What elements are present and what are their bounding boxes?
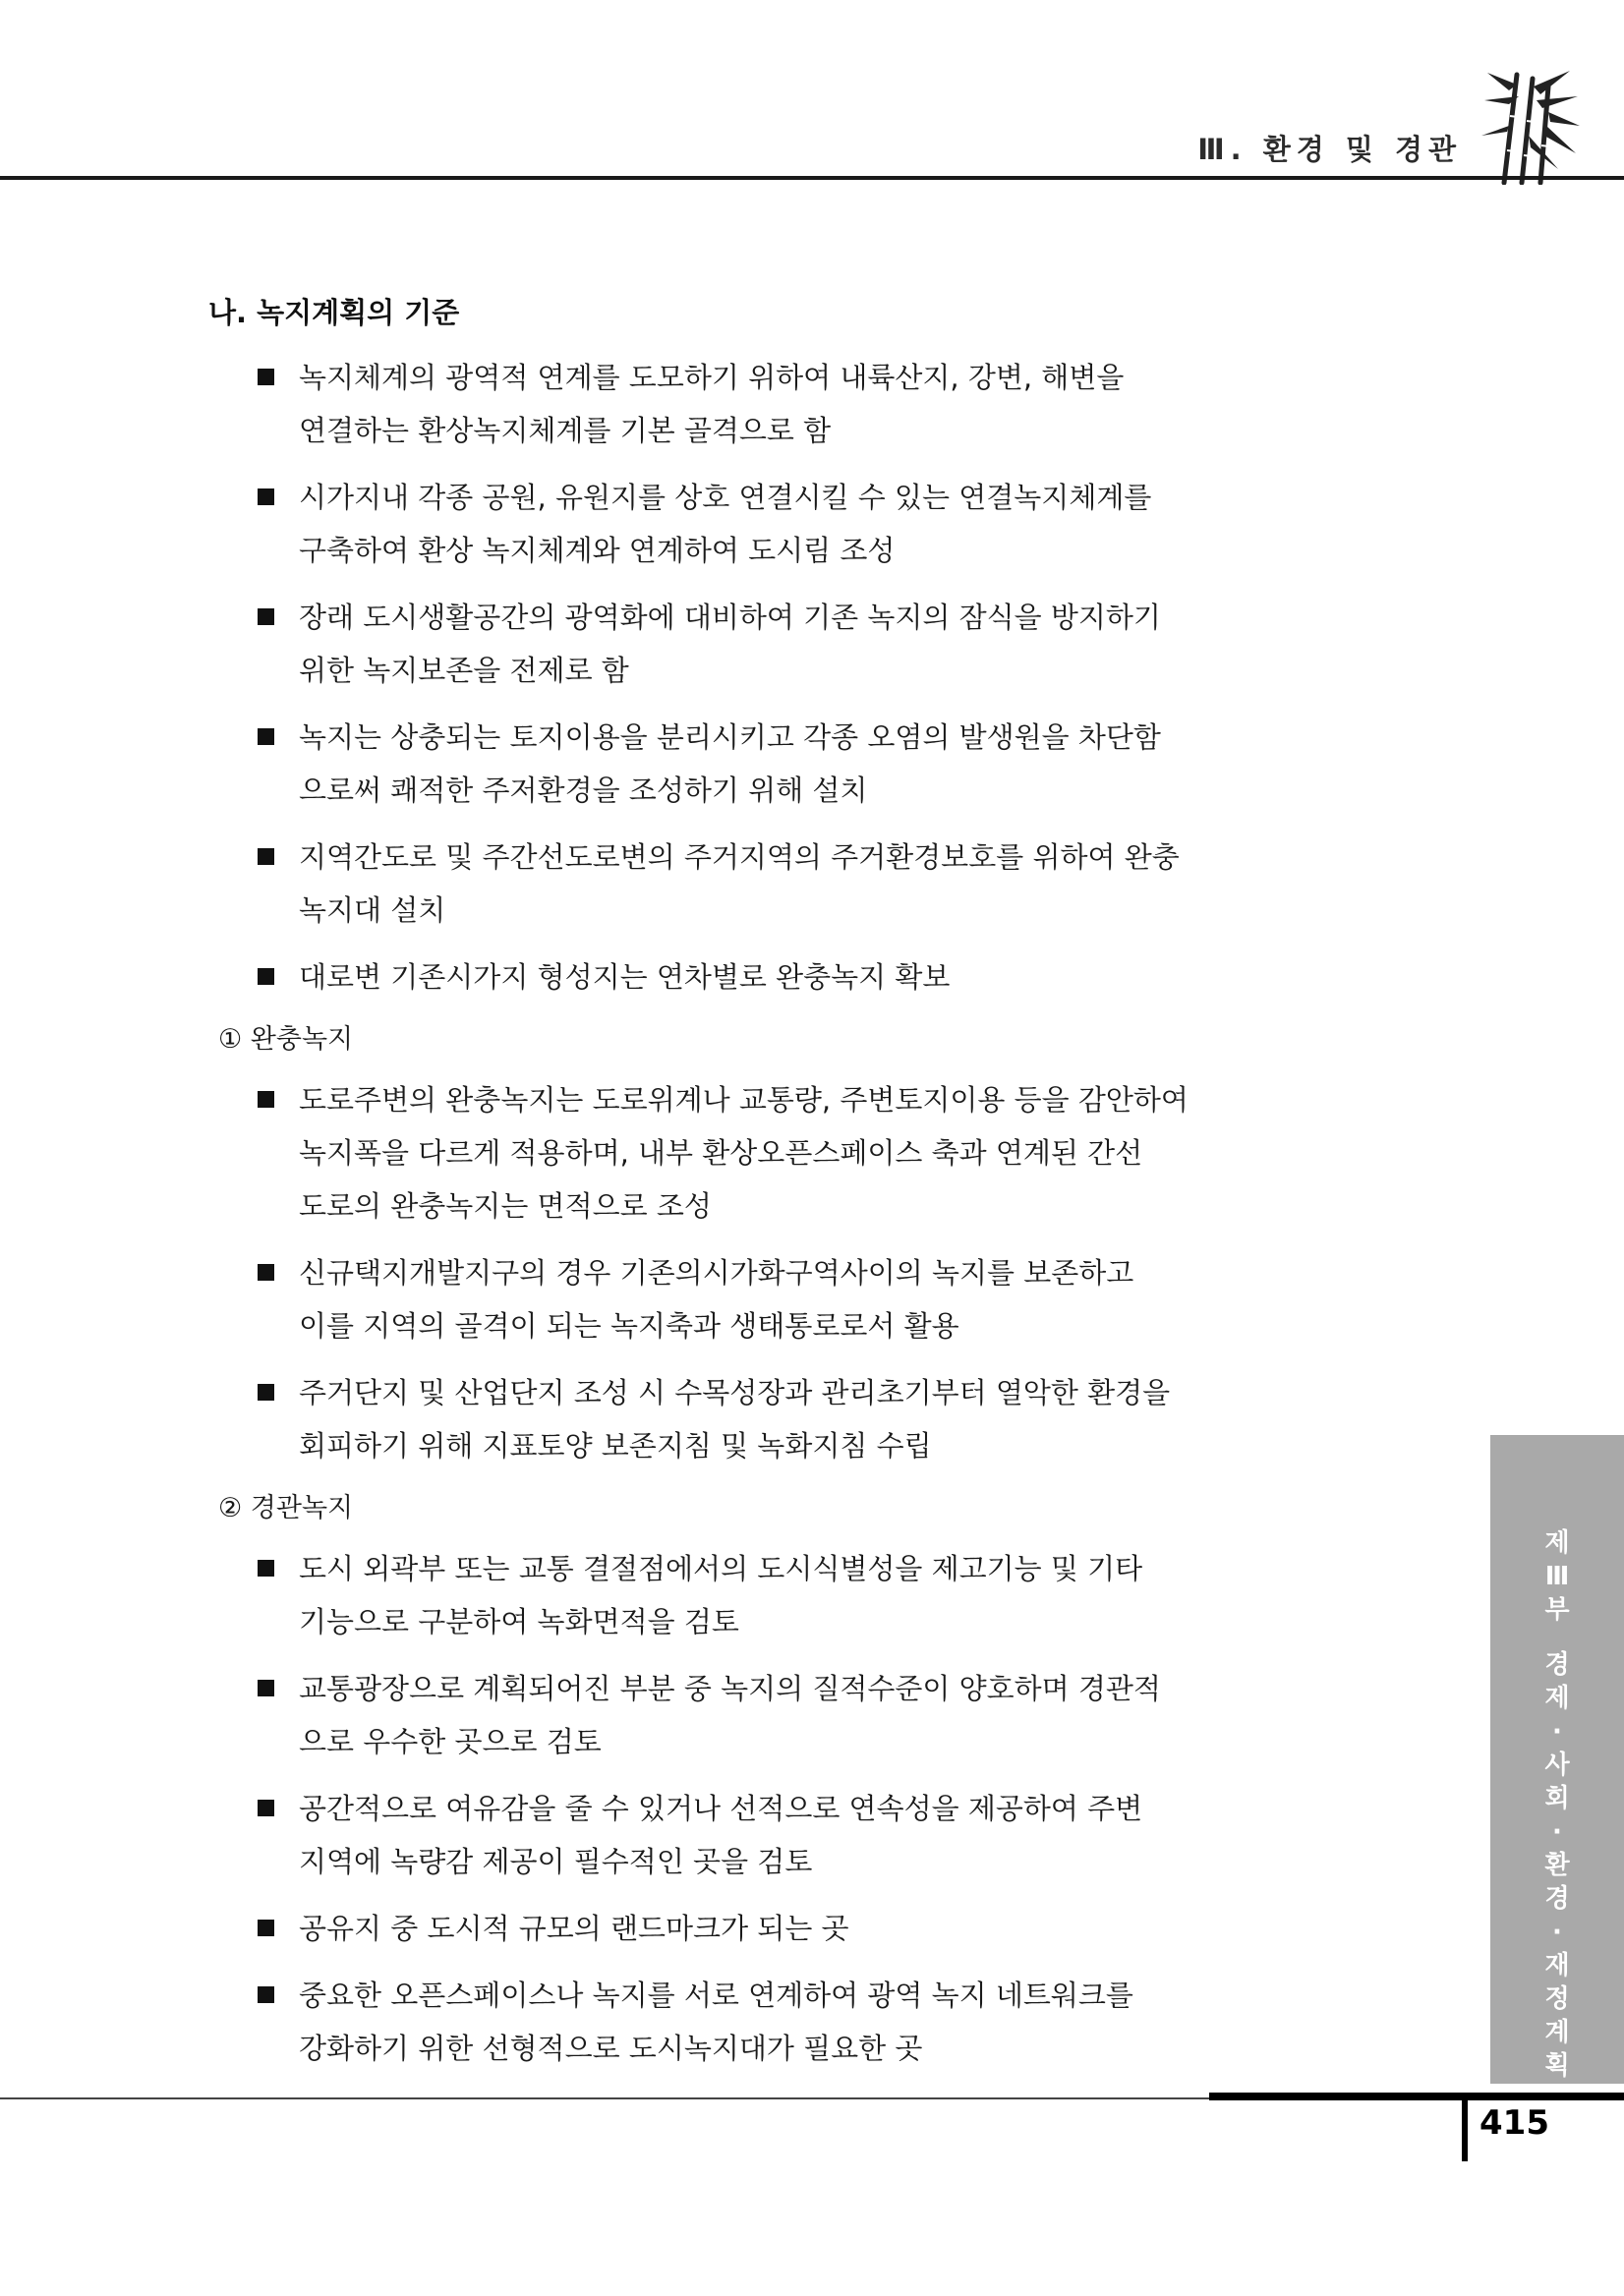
bullet-square-icon bbox=[258, 1091, 274, 1108]
bullet-square-icon bbox=[258, 1680, 274, 1696]
bullet-item bbox=[208, 591, 1191, 697]
bullet-line: 도로의 완충녹지는 면적으로 조성 bbox=[299, 1189, 712, 1223]
bullet-square-icon bbox=[258, 728, 274, 745]
bullet-line: 으로써 쾌적한 주저환경을 조성하기 위해 설치 bbox=[299, 774, 868, 807]
bamboo-icon bbox=[1479, 67, 1583, 185]
bullet-line: 녹지폭을 다르게 적용하며, 내부 환상오픈스페이스 축과 연계된 간선 bbox=[299, 1136, 1143, 1170]
bullet-line: 회피하기 위해 지표토양 보존지침 및 녹화지침 수립 bbox=[299, 1429, 932, 1463]
bullet-line: 으로 우수한 곳으로 검토 bbox=[299, 1725, 602, 1758]
buffer-bullets bbox=[208, 1073, 1191, 1472]
bullet-item bbox=[208, 351, 1191, 457]
side-tab-char: 재 bbox=[1544, 1951, 1570, 1980]
bullet-line: 기능으로 구분하여 녹화면적을 검토 bbox=[299, 1605, 739, 1638]
chapter-side-tab bbox=[1490, 1435, 1624, 2084]
bullet-line: 대로변 기존시가지 형성지는 연차별로 완충녹지 확보 bbox=[299, 960, 951, 994]
bullet-square-icon bbox=[258, 1920, 274, 1936]
bullet-line: 공간적으로 여유감을 줄 수 있거나 선적으로 연속성을 제공하여 주변 bbox=[299, 1792, 1143, 1825]
bullet-line: 장래 도시생활공간의 광역화에 대비하여 기존 녹지의 잠식을 방지하기 bbox=[299, 601, 1161, 634]
bullet-item bbox=[208, 471, 1191, 577]
bullet-line: 교통광장으로 계획되어진 부분 중 녹지의 질적수준이 양호하며 경관적 bbox=[299, 1672, 1161, 1705]
side-tab-char: 제 bbox=[1544, 1684, 1570, 1713]
subsection-heading-buffer: ① 완충녹지 bbox=[218, 1024, 354, 1055]
header-rule bbox=[0, 176, 1624, 180]
side-tab-char: 부 bbox=[1544, 1595, 1570, 1625]
bullet-item bbox=[208, 1073, 1191, 1233]
bullet-line: 도로주변의 완충녹지는 도로위계나 교통량, 주변토지이용 등을 감안하여 bbox=[299, 1083, 1189, 1117]
bullet-square-icon bbox=[258, 1264, 274, 1281]
side-tab-char: 정 bbox=[1544, 1984, 1570, 2014]
bullet-line: 이를 지역의 골격이 되는 녹지축과 생태통로로서 활용 bbox=[299, 1309, 959, 1343]
bullet-line: 신규택지개발지구의 경우 기존의시가화구역사이의 녹지를 보존하고 bbox=[299, 1256, 1134, 1290]
bullet-item bbox=[208, 950, 1191, 1004]
bullet-item bbox=[208, 1969, 1191, 2075]
side-tab-char: 사 bbox=[1544, 1751, 1570, 1780]
bullet-item bbox=[208, 831, 1191, 937]
bullet-square-icon bbox=[258, 1560, 274, 1577]
landscape-bullets bbox=[208, 1542, 1191, 2075]
bullet-item bbox=[208, 1662, 1191, 1768]
side-tab-char: 계 bbox=[1544, 2018, 1570, 2047]
bullet-item bbox=[208, 711, 1191, 817]
bullet-line: 연결하는 환상녹지체계를 기본 골격으로 함 bbox=[299, 414, 832, 447]
bullet-square-icon bbox=[258, 608, 274, 625]
page-number-bar bbox=[1462, 2100, 1468, 2161]
side-tab-char: 획 bbox=[1544, 2051, 1570, 2081]
bullet-square-icon bbox=[258, 848, 274, 865]
bullet-line: 시가지내 각종 공원, 유원지를 상호 연결시킬 수 있는 연결녹지체계를 bbox=[299, 481, 1152, 514]
side-tab-char: 제 bbox=[1544, 1528, 1570, 1558]
bullet-square-icon bbox=[258, 1800, 274, 1816]
bullet-line: 지역에 녹량감 제공이 필수적인 곳을 검토 bbox=[299, 1845, 813, 1878]
bullet-line: 주거단지 및 산업단지 조성 시 수목성장과 관리초기부터 열악한 환경을 bbox=[299, 1376, 1171, 1409]
bullet-square-icon bbox=[258, 1384, 274, 1401]
side-tab-char: 환 bbox=[1544, 1851, 1570, 1880]
bullet-line: 위한 녹지보존을 전제로 함 bbox=[299, 654, 629, 687]
section-bullets bbox=[208, 351, 1191, 1004]
bullet-item bbox=[208, 1366, 1191, 1472]
side-tab-char: · bbox=[1552, 1717, 1562, 1747]
side-tab-char: 경 bbox=[1544, 1884, 1570, 1914]
side-tab-char: · bbox=[1552, 1918, 1562, 1947]
footer-rule bbox=[0, 2097, 1209, 2099]
bullet-square-icon bbox=[258, 1986, 274, 2003]
bullet-square-icon bbox=[258, 488, 274, 505]
page-content bbox=[208, 291, 1191, 2089]
bullet-item bbox=[208, 1542, 1191, 1648]
bullet-line: 녹지는 상충되는 토지이용을 분리시키고 각종 오염의 발생원을 차단함 bbox=[299, 720, 1161, 754]
bullet-line: 녹지체계의 광역적 연계를 도모하기 위하여 내륙산지, 강변, 해변을 bbox=[299, 361, 1125, 394]
bullet-line: 공유지 중 도시적 규모의 랜드마크가 되는 곳 bbox=[299, 1912, 849, 1945]
side-tab-char: · bbox=[1552, 1817, 1562, 1847]
page-number: 415 bbox=[1479, 2103, 1549, 2143]
side-tab-char: 경 bbox=[1544, 1650, 1570, 1680]
bullet-line: 지역간도로 및 주간선도로변의 주거지역의 주거환경보호를 위하여 완충 bbox=[299, 840, 1180, 874]
bullet-item bbox=[208, 1782, 1191, 1888]
bullet-line: 강화하기 위한 선형적으로 도시녹지대가 필요한 곳 bbox=[299, 2032, 923, 2065]
bullet-item bbox=[208, 1902, 1191, 1955]
subsection-heading-landscape: ② 경관녹지 bbox=[218, 1493, 354, 1523]
side-tab-char: 회 bbox=[1544, 1784, 1570, 1813]
bullet-line: 중요한 오픈스페이스나 녹지를 서로 연계하여 광역 녹지 네트워크를 bbox=[299, 1979, 1133, 2012]
bullet-square-icon bbox=[258, 968, 274, 985]
header-title: Ⅲ. 환경 및 경관 bbox=[1197, 133, 1462, 166]
bullet-square-icon bbox=[258, 369, 274, 385]
bullet-item bbox=[208, 1246, 1191, 1352]
footer-rule-thick bbox=[1209, 2093, 1624, 2100]
bullet-line: 녹지대 설치 bbox=[299, 893, 446, 927]
side-tab-char: Ⅲ bbox=[1544, 1562, 1570, 1591]
section-heading: 나. 녹지계획의 기준 bbox=[208, 296, 460, 329]
bullet-line: 구축하여 환상 녹지체계와 연계하여 도시림 조성 bbox=[299, 534, 896, 567]
bullet-line: 도시 외곽부 또는 교통 결절점에서의 도시식별성을 제고기능 및 기타 bbox=[299, 1552, 1143, 1585]
